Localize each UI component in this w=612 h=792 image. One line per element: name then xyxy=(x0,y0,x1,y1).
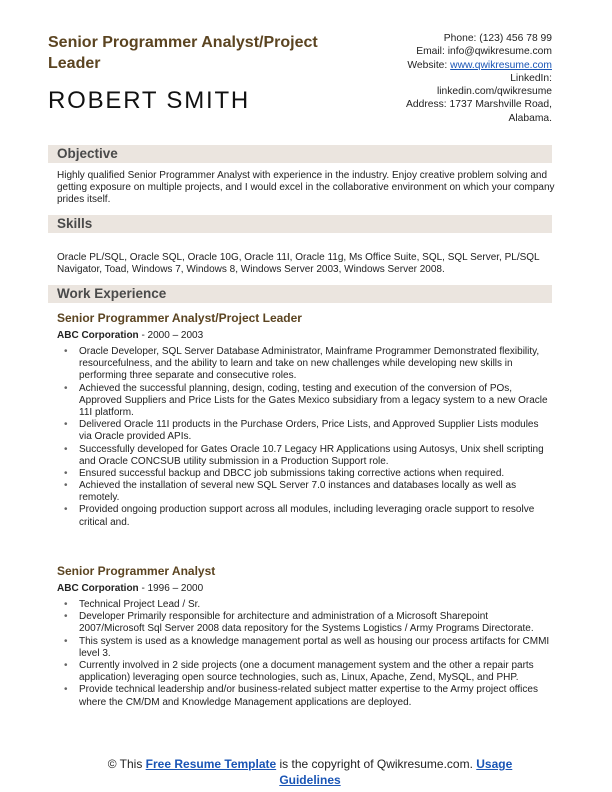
list-item: • Provided ongoing production support across all modules, including leveraging oracle support to resolve critical and. xyxy=(57,504,551,528)
contact-linkedin-value: linkedin.com/qwikresume xyxy=(436,86,552,98)
list-item: • Technical Project Lead / Sr. xyxy=(57,599,551,611)
company-name: ABC Corporation xyxy=(57,330,139,341)
job-company-line xyxy=(57,330,203,342)
contact-phone: Phone: (123) 456 78 99 xyxy=(443,33,552,44)
list-item: • Currently involved in 2 side projects (one a document management system and the other a repair parts application) leveraging open source technologies, such as, Linux, Apache, Zend, MySQL, and PHP. xyxy=(57,660,551,684)
job-role: Senior Programmer Analyst xyxy=(57,564,216,578)
contact-linkedin-label: LinkedIn: xyxy=(510,72,552,84)
list-item: • Ensured successful backup and DBCC job submissions taking corrective actions when required. xyxy=(57,468,551,480)
skills-text: Oracle PL/SQL, Oracle SQL, Oracle 10G, Oracle 11I, Oracle 11g, Ms Office Suite, SQL, SQL Server, PL/SQL Navigator, Toad, Windows 7, Windows 8, Windows Server 2003, Windows Server 2008. xyxy=(57,252,540,276)
candidate-name: ROBERT SMITH xyxy=(48,87,251,114)
contact-address: Address: 1737 Marshville Road, xyxy=(406,99,552,111)
job-company-line xyxy=(57,583,203,595)
job-bullet-list xyxy=(57,346,551,529)
resume-header xyxy=(48,32,552,142)
list-item: • Successfully developed for Gates Oracle 10.7 Legacy HR Applications using Autosys, Unix shell scripting and Oracle CONCSUB utility submission in a Production Support role. xyxy=(57,444,551,468)
work-experience-section-heading: Work Experience xyxy=(48,285,552,303)
email-value: info@qwikresume.com xyxy=(447,46,552,58)
usage-guidelines-link[interactable]: Usage Guidelines xyxy=(279,757,513,787)
contact-block xyxy=(312,32,552,125)
contact-email: Email: info@qwikresume.com xyxy=(416,46,552,58)
contact-address-line2: Alabama. xyxy=(508,112,552,124)
list-item: • Developer Primarily responsible for architecture and administration of a Microsoft Sharepoint 2007/Microsoft Sql Server 2008 data repository for the Systems Logistics / Army Programs Directorate. xyxy=(57,611,551,635)
skills-section-heading: Skills xyxy=(48,215,552,233)
company-name: ABC Corporation xyxy=(57,583,139,594)
job-title: Senior Programmer Analyst/Project Leader xyxy=(48,34,318,73)
objective-section-heading: Objective xyxy=(48,145,552,163)
contact-website: Website: www.qwikresume.com xyxy=(407,59,552,71)
list-item: • Delivered Oracle 11I products in the Purchase Orders, Price Lists, and Approved Supplier Lists modules via Oracle provided APIs. xyxy=(57,419,551,443)
job-dates: - 2000 – 2003 xyxy=(138,330,204,341)
job-bullet-list xyxy=(57,599,551,709)
list-item: • This system is used as a knowledge management portal as well as housing our process artifacts for CMMI level 3. xyxy=(57,636,551,660)
copyright-footer: © This Free Resume Template is the copyright of Qwikresume.com. Usage Guidelines xyxy=(107,757,513,787)
phone-value: (123) 456 78 99 xyxy=(479,33,552,44)
list-item: • Oracle Developer, SQL Server Database Administrator, Mainframe Programmer Demonstrated flexibility, resourcefulness, and the ability to learn and take on new challenges while developing new skills in performing three separate and consecutive roles. xyxy=(57,346,551,383)
list-item: • Achieved the successful planning, design, coding, testing and execution of the conversion of POs, Approved Suppliers and Price Lists for the Gates Mexico subsidiary from a legacy system to a new Oracle 11I platform. xyxy=(57,383,551,420)
website-link[interactable]: www.qwikresume.com xyxy=(450,59,552,71)
objective-text: Highly qualified Senior Programmer Analyst with experience in the industry. Enjoy creative problem solving and getting exposure on multiple projects, and I would excel in the collaborative environment on which your company prides itself. xyxy=(57,170,555,206)
job-dates: - 1996 – 2000 xyxy=(138,583,204,594)
job-role: Senior Programmer Analyst/Project Leader xyxy=(57,311,302,325)
list-item: • Provide technical leadership and/or business-related subject matter expertise to the Army project offices where the CM/DM and Knowledge Management applications are deployed. xyxy=(57,684,551,708)
free-resume-template-link[interactable]: Free Resume Template xyxy=(145,757,277,771)
list-item: • Achieved the installation of several new SQL Server 7.0 instances and databases locally as well as remotely. xyxy=(57,480,551,504)
